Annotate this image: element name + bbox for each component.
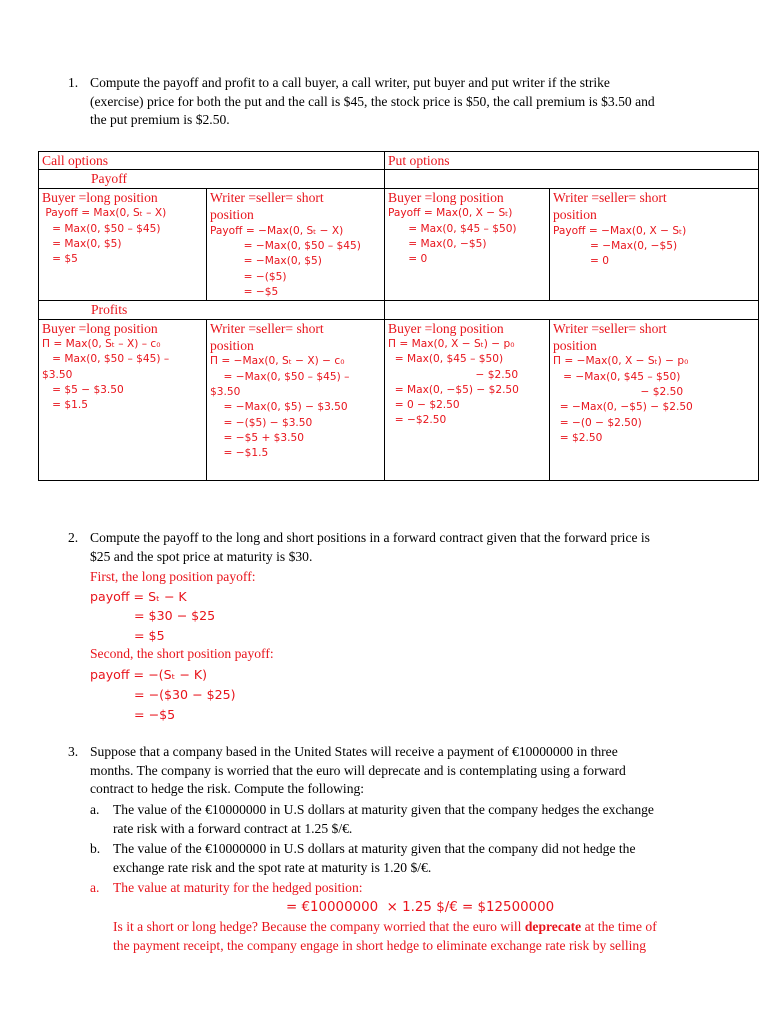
q2-long-eq-line: = $30 − $25 bbox=[134, 608, 216, 623]
call-buyer-profit-line: = $1.5 bbox=[42, 399, 88, 412]
q1-line: the put premium is $2.50. bbox=[90, 112, 230, 128]
q3-hedge-line-2: the payment receipt, the company engage in short hedge to eliminate exchange rate risk by selling bbox=[113, 937, 646, 953]
q3b-line: exchange rate risk and the spot rate at maturity is 1.20 $/€. bbox=[113, 859, 432, 875]
put-buyer-payoff-line: = Max(0, −$5) bbox=[388, 237, 487, 250]
q2-long-intro: First, the long position payoff: bbox=[90, 569, 256, 584]
put-options-header: Put options bbox=[385, 152, 759, 170]
call-writer-title-2: position bbox=[210, 337, 254, 353]
profit-call-buyer-cell bbox=[39, 319, 207, 480]
empty-cell bbox=[385, 301, 759, 319]
put-buyer-payoff-line: = Max(0, $45 – $50) bbox=[388, 222, 517, 235]
call-writer-title: Writer =seller= short bbox=[210, 320, 324, 336]
call-buyer-profit-line: = $5 − $3.50 bbox=[42, 383, 124, 396]
hedge-text-bold: deprecate bbox=[524, 919, 582, 934]
q3-line: contract to hedge the risk. Compute the following: bbox=[90, 781, 365, 797]
q3-answer-a-equation: = €10000000 × 1.25 $/€ = $12500000 bbox=[286, 900, 555, 915]
put-buyer-profit-line: = Max(0, $45 – $50) bbox=[388, 353, 504, 366]
call-writer-profit-line: = −$1.5 bbox=[210, 447, 269, 460]
call-buyer-profit-line: = Max(0, $50 – $45) – bbox=[42, 353, 170, 366]
call-buyer-payoff-line: = $5 bbox=[42, 253, 78, 266]
put-buyer-title: Buyer =long position bbox=[388, 320, 504, 336]
q1-number: 1. bbox=[68, 75, 79, 90]
profit-call-writer-cell bbox=[207, 319, 385, 480]
profits-label: Profits bbox=[39, 301, 385, 319]
q1-line: Compute the payoff and profit to a call buyer, a call writer, put buyer and put writer if the strike bbox=[90, 75, 610, 90]
q3a-line: rate risk with a forward contract at 1.25 $/€. bbox=[113, 820, 353, 836]
q3a-label: a. bbox=[90, 802, 100, 817]
put-writer-profit-line: = $2.50 bbox=[553, 431, 603, 444]
q2-short-eq-line: = −($30 − $25) bbox=[134, 687, 236, 702]
q1-text bbox=[90, 74, 750, 130]
profit-put-writer-cell bbox=[550, 319, 759, 480]
call-buyer-payoff-line: = Max(0, $50 – $45) bbox=[42, 222, 161, 235]
put-writer-title-2: position bbox=[553, 207, 597, 223]
put-buyer-title: Buyer =long position bbox=[388, 189, 504, 205]
call-writer-profit-line: = −Max(0, $50 – $45) – bbox=[210, 370, 350, 383]
put-writer-profit-line: Π = −Max(0, X − Sₜ) − p₀ bbox=[553, 355, 689, 368]
call-writer-profit-line: = −$5 + $3.50 bbox=[210, 431, 305, 444]
q3-number: 3. bbox=[68, 744, 79, 759]
put-buyer-payoff-line: Payoff = Max(0, X − Sₜ) bbox=[388, 207, 513, 220]
put-writer-profit-line: − $2.50 bbox=[553, 385, 684, 398]
put-buyer-payoff-line: = 0 bbox=[388, 253, 428, 266]
call-writer-profit-line: $3.50 bbox=[210, 385, 241, 398]
call-options-header: Call options bbox=[39, 152, 385, 170]
q2-line: Compute the payoff to the long and short positions in a forward contract given that the forward price is bbox=[90, 530, 650, 545]
put-buyer-profit-line: = Max(0, −$5) − $2.50 bbox=[388, 383, 519, 396]
call-buyer-title: Buyer =long position bbox=[42, 189, 158, 205]
put-writer-payoff-line: Payoff = −Max(0, X − Sₜ) bbox=[553, 224, 687, 237]
q2-long-eq-line: payoff = Sₜ − K bbox=[90, 589, 187, 604]
payoff-put-buyer-cell bbox=[385, 188, 550, 300]
q1-line: (exercise) price for both the put and the call is $45, the stock price is $50, the call premium is $3.50 and bbox=[90, 93, 655, 109]
payoff-call-buyer-cell bbox=[39, 188, 207, 300]
call-writer-title-2: position bbox=[210, 207, 254, 223]
profit-put-buyer-cell bbox=[385, 319, 550, 480]
empty-cell bbox=[385, 170, 759, 188]
call-buyer-title: Buyer =long position bbox=[42, 320, 158, 336]
hedge-text-pre: Is it a short or long hedge? Because the company worried that the euro will bbox=[113, 919, 525, 934]
call-buyer-payoff-line: Payoff = Max(0, Sₜ – X) bbox=[42, 207, 167, 220]
call-writer-profit-line: = −($5) − $3.50 bbox=[210, 416, 313, 429]
put-buyer-profit-line: − $2.50 bbox=[388, 368, 519, 381]
q3-hedge-paragraph bbox=[113, 918, 753, 955]
q2-text bbox=[90, 529, 750, 566]
put-writer-title: Writer =seller= short bbox=[553, 189, 667, 205]
payoff-label: Payoff bbox=[39, 170, 385, 188]
q3-line: Suppose that a company based in the United States will receive a payment of €10000000 in three bbox=[90, 744, 618, 759]
q3b-text bbox=[113, 840, 753, 877]
call-writer-payoff-line: = −Max(0, $5) bbox=[210, 255, 322, 268]
put-writer-profit-line: = −(0 − $2.50) bbox=[553, 416, 642, 429]
call-writer-profit-line: = −Max(0, $5) − $3.50 bbox=[210, 401, 348, 414]
call-buyer-profit-line: $3.50 bbox=[42, 368, 73, 381]
q3a-text bbox=[113, 801, 753, 838]
hedge-text-post: at the time of bbox=[581, 919, 657, 934]
put-buyer-profit-line: Π = Max(0, X − Sₜ) − p₀ bbox=[388, 337, 515, 350]
payoff-call-writer-cell bbox=[207, 188, 385, 300]
put-writer-title: Writer =seller= short bbox=[553, 320, 667, 336]
q2-short-eq-line: = −$5 bbox=[134, 707, 176, 722]
put-buyer-profit-line: = −$2.50 bbox=[388, 414, 447, 427]
q3-answer-a-label: a. bbox=[90, 880, 100, 895]
call-writer-payoff-line: Payoff = −Max(0, Sₜ − X) bbox=[210, 224, 344, 237]
q2-line: $25 and the spot price at maturity is $30. bbox=[90, 548, 313, 564]
call-writer-payoff-line: = −Max(0, $50 – $45) bbox=[210, 239, 361, 252]
q3-hedge-line-1 bbox=[113, 918, 753, 937]
call-buyer-payoff-line: = Max(0, $5) bbox=[42, 237, 122, 250]
payoff-put-writer-cell bbox=[550, 188, 759, 300]
call-writer-payoff-line: = −$5 bbox=[210, 285, 279, 298]
q2-short-intro: Second, the short position payoff: bbox=[90, 646, 274, 661]
q3b-label: b. bbox=[90, 841, 101, 856]
call-buyer-profit-line: Π = Max(0, Sₜ – X) – c₀ bbox=[42, 337, 161, 350]
call-writer-profit-line: Π = −Max(0, Sₜ − X) − c₀ bbox=[210, 355, 345, 368]
call-writer-payoff-line: = −($5) bbox=[210, 270, 287, 283]
q2-short-eq-line: payoff = −(Sₜ − K) bbox=[90, 667, 208, 682]
put-writer-profit-line: = −Max(0, −$5) − $2.50 bbox=[553, 401, 693, 414]
put-writer-payoff-line: = 0 bbox=[553, 255, 610, 268]
put-writer-profit-line: = −Max(0, $45 – $50) bbox=[553, 370, 681, 383]
q2-number: 2. bbox=[68, 530, 79, 545]
put-buyer-profit-line: = 0 − $2.50 bbox=[388, 399, 460, 412]
options-table bbox=[38, 151, 759, 481]
q3b-line: The value of the €10000000 in U.S dollars at maturity given that the company did not hedge the bbox=[113, 841, 636, 856]
put-writer-payoff-line: = −Max(0, −$5) bbox=[553, 239, 678, 252]
q3a-line: The value of the €10000000 in U.S dollars at maturity given that the company hedges the exchange bbox=[113, 802, 654, 817]
q3-text bbox=[90, 743, 750, 799]
q3-line: months. The company is worried that the euro will deprecate and is contemplating using a forward bbox=[90, 762, 626, 778]
call-writer-title: Writer =seller= short bbox=[210, 189, 324, 205]
q2-long-eq-line: = $5 bbox=[134, 628, 165, 643]
q3-answer-a-title: The value at maturity for the hedged position: bbox=[113, 880, 363, 895]
put-writer-title-2: position bbox=[553, 337, 597, 353]
